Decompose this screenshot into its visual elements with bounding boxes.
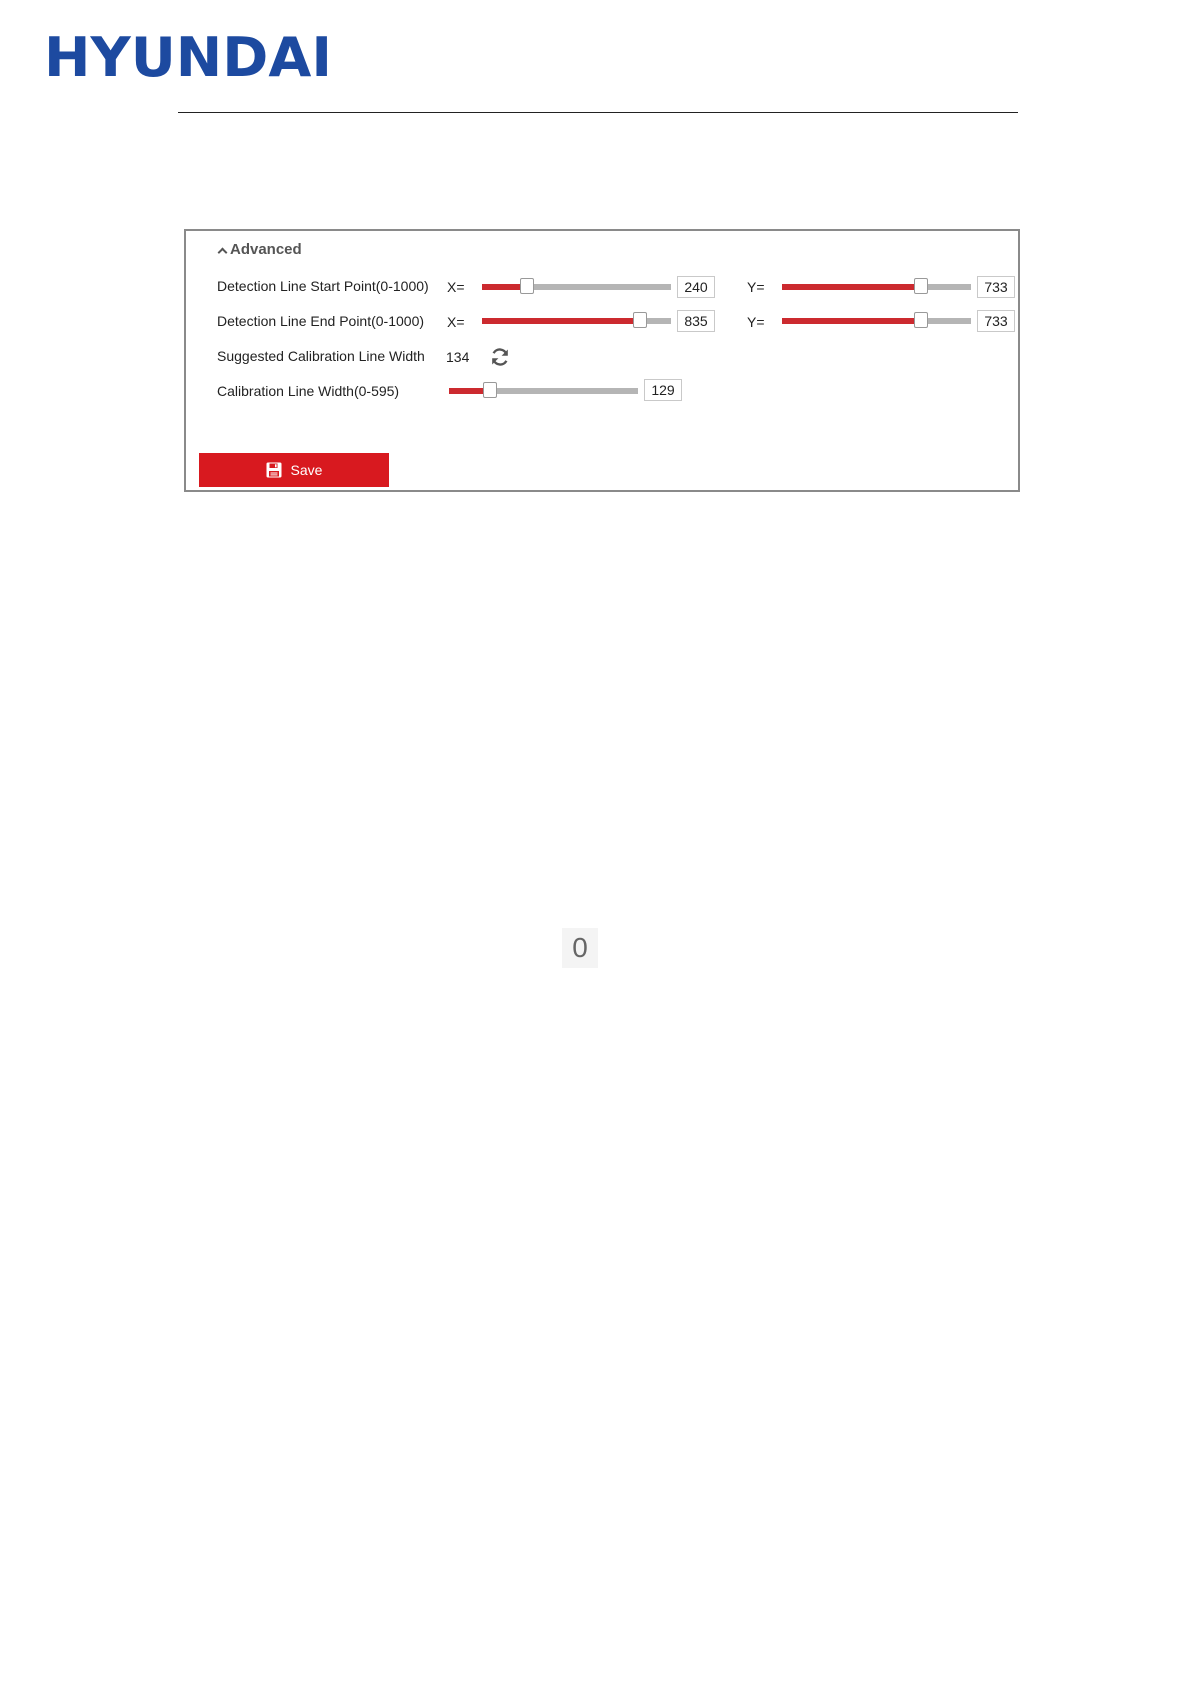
save-disk-icon (266, 462, 282, 478)
start-y-axis-label: Y= (747, 279, 765, 295)
end-x-slider[interactable] (482, 312, 671, 330)
slider-fill (782, 284, 921, 290)
start-x-axis-label: X= (447, 279, 465, 295)
end-x-input[interactable] (677, 310, 715, 332)
hyundai-logo (44, 30, 334, 82)
end-point-label: Detection Line End Point(0-1000) (217, 313, 425, 329)
slider-thumb[interactable] (520, 278, 534, 294)
slider-thumb[interactable] (914, 312, 928, 328)
chevron-up-icon (217, 245, 229, 255)
end-y-axis-label: Y= (747, 314, 765, 330)
start-point-label: Detection Line Start Point(0-1000) (217, 278, 429, 294)
calibration-width-input[interactable] (644, 379, 682, 401)
page-number: 0 (562, 928, 598, 968)
suggested-width-label: Suggested Calibration Line Width (217, 348, 425, 364)
slider-fill (782, 318, 921, 324)
refresh-icon[interactable] (489, 346, 511, 368)
start-x-input[interactable] (677, 276, 715, 298)
header-divider (178, 112, 1018, 113)
advanced-settings-panel (184, 229, 1020, 492)
save-button[interactable] (199, 453, 389, 487)
calibration-width-slider[interactable] (449, 382, 638, 400)
start-x-slider[interactable] (482, 278, 671, 296)
advanced-toggle[interactable] (217, 241, 302, 258)
start-y-slider[interactable] (782, 278, 971, 296)
end-x-axis-label: X= (447, 314, 465, 330)
end-y-input[interactable] (977, 310, 1015, 332)
end-y-slider[interactable] (782, 312, 971, 330)
suggested-width-value: 134 (446, 349, 470, 365)
save-button-label: Save (290, 462, 323, 478)
slider-thumb[interactable] (483, 382, 497, 398)
slider-thumb[interactable] (633, 312, 647, 328)
slider-fill (482, 318, 640, 324)
slider-thumb[interactable] (914, 278, 928, 294)
hyundai-logo-image (44, 30, 334, 82)
svg-text:HYUNDAI: HYUNDAI (44, 30, 332, 82)
start-y-input[interactable] (977, 276, 1015, 298)
advanced-label: Advanced (230, 241, 302, 258)
calibration-width-label: Calibration Line Width(0-595) (217, 383, 400, 399)
